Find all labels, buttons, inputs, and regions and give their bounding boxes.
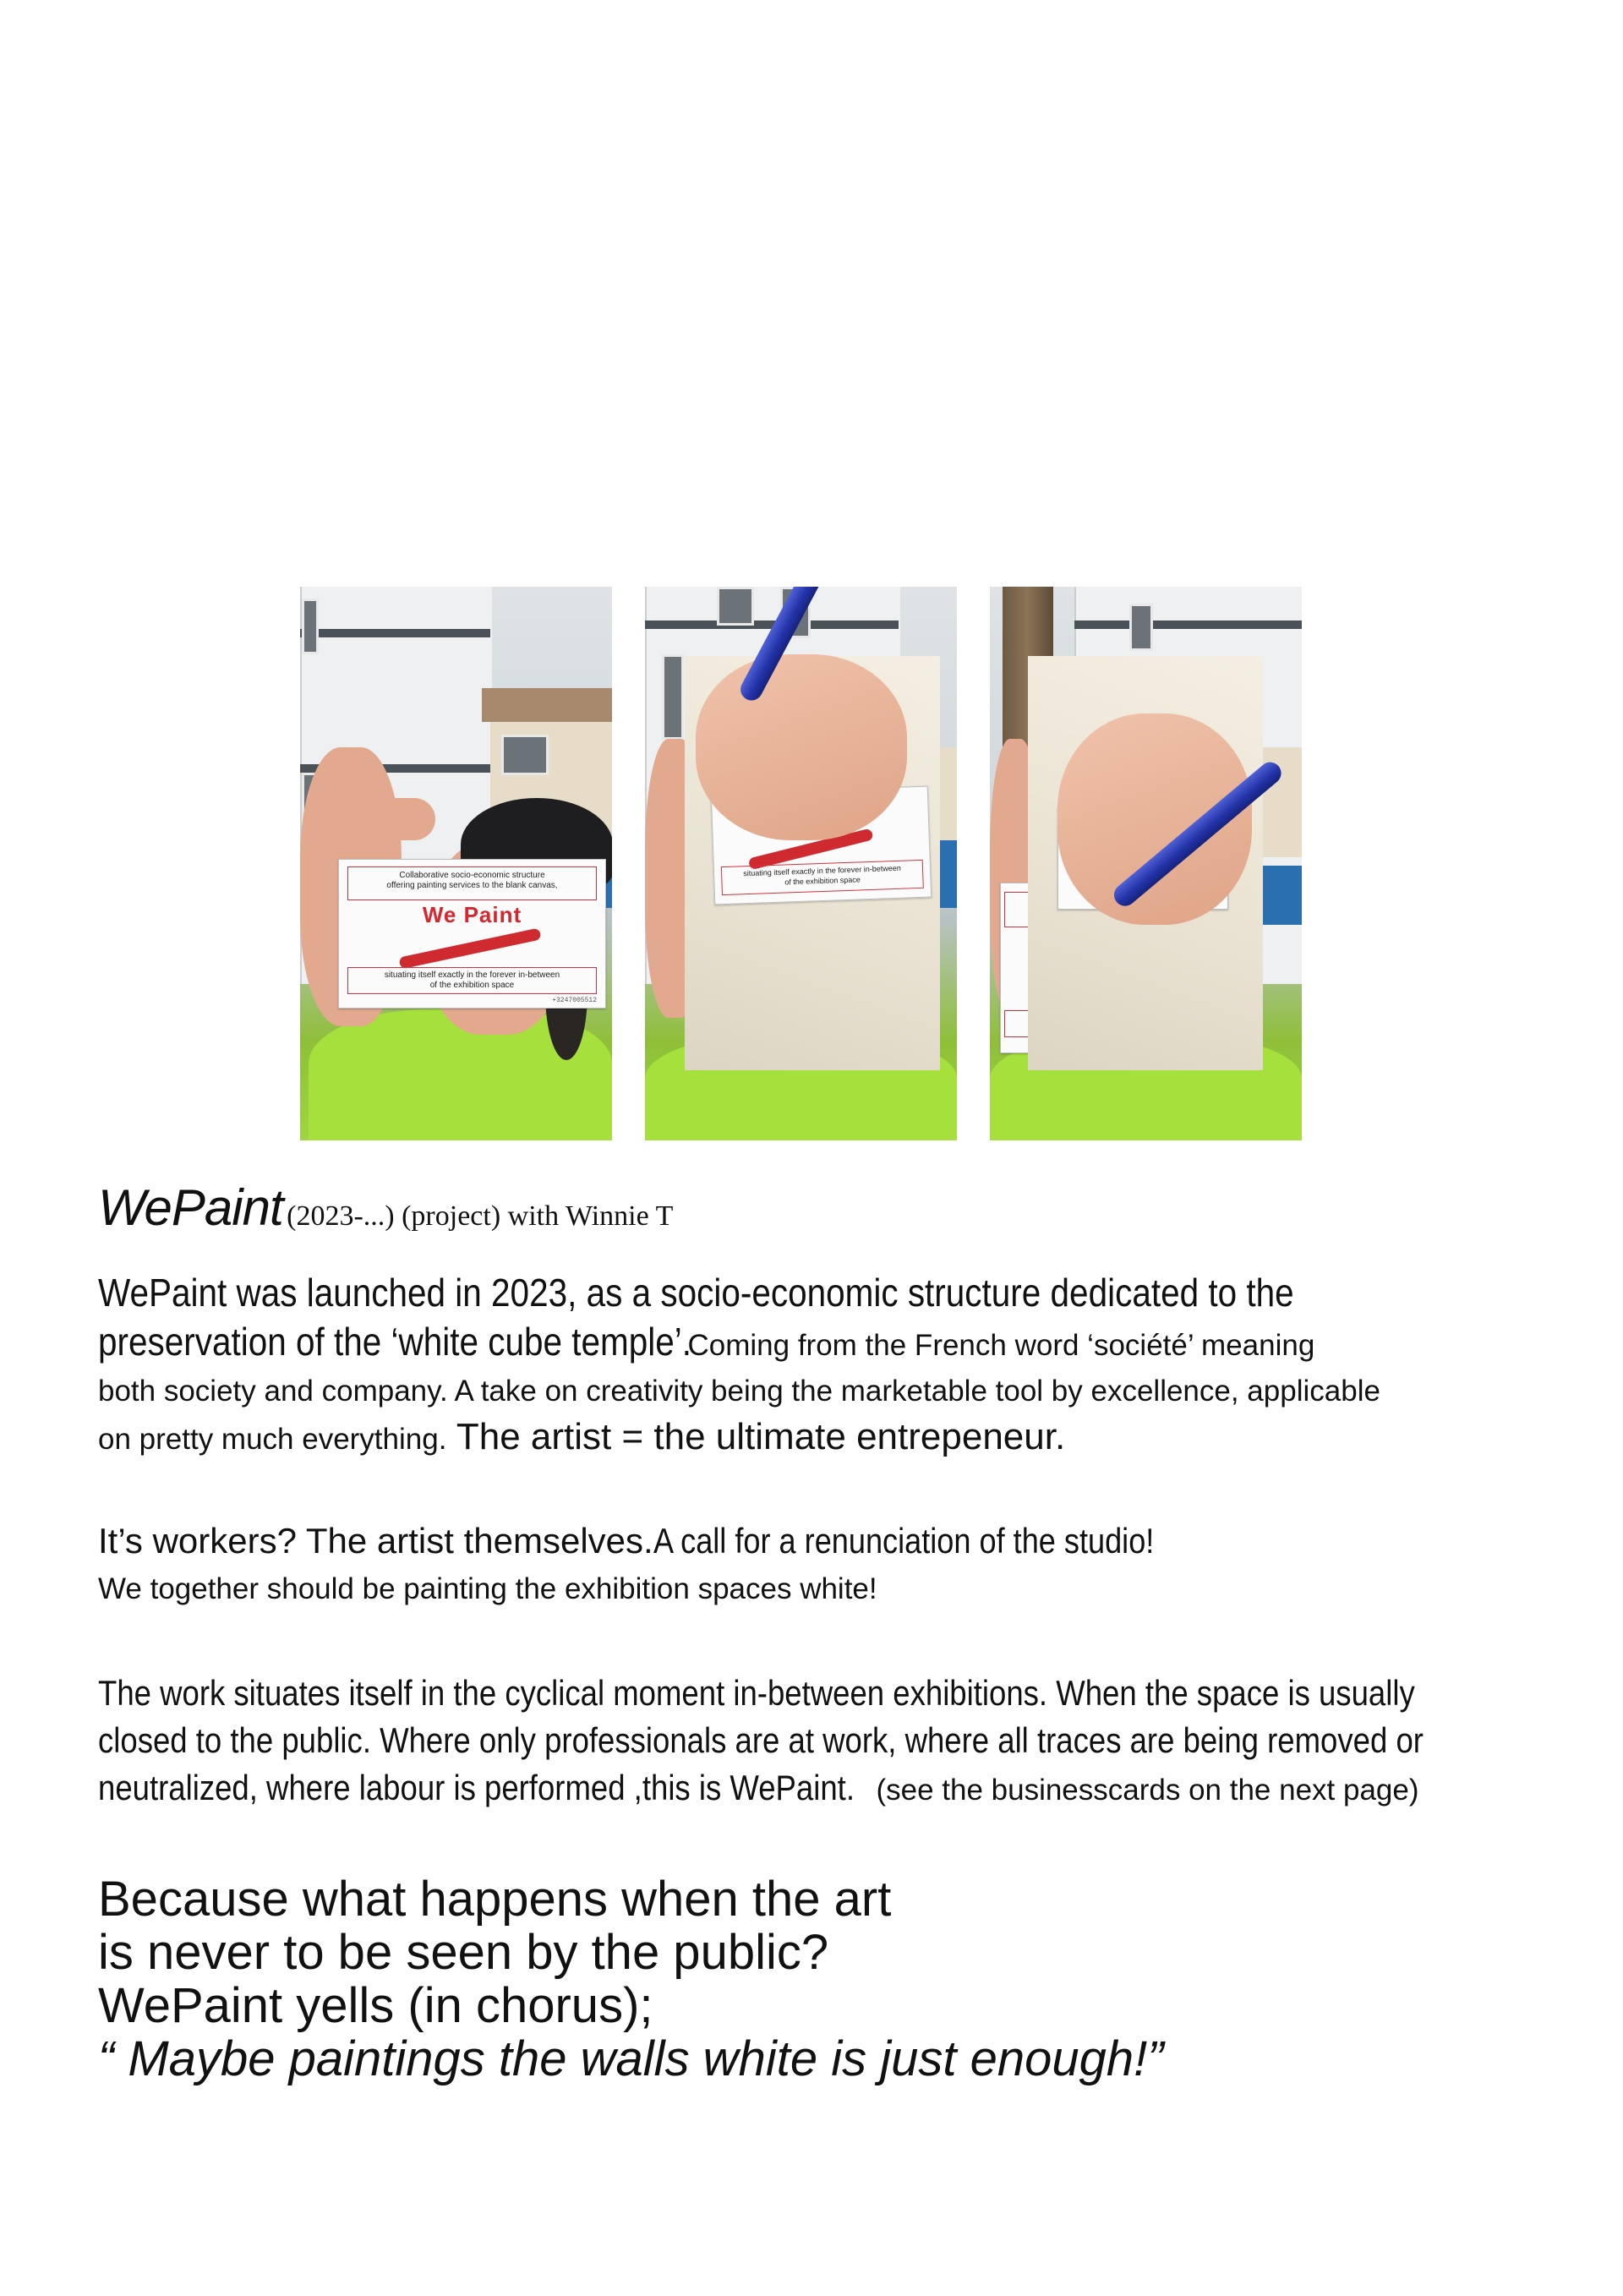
card-line-1: Collaborative socio-economic structure bbox=[399, 871, 545, 880]
card-footer-1: situating itself exactly in the forever in-between bbox=[743, 863, 901, 878]
workers-line-2: We together should be painting the exhibition spaces white! bbox=[98, 1572, 877, 1605]
intro-line-2: Coming from the French word ‘société’ meaning bbox=[679, 1329, 1315, 1362]
photo-writing-close-up bbox=[990, 587, 1302, 1140]
intro-line-4: on pretty much everything. bbox=[98, 1423, 447, 1456]
finger bbox=[334, 798, 435, 840]
card-footer-2: of the exhibition space bbox=[784, 875, 861, 887]
window bbox=[717, 587, 754, 626]
window bbox=[662, 654, 684, 740]
card-footer-1: situating itself exactly in the forever in-between bbox=[384, 970, 560, 980]
intro-line-3: both society and company. A take on creativity being the marketable tool by excellence, applicable bbox=[98, 1375, 1380, 1408]
dumpster bbox=[1260, 866, 1302, 925]
window bbox=[501, 735, 549, 775]
project-meta: (2023-...) (project) with Winnie T bbox=[287, 1200, 674, 1232]
work-line-3: neutralized, where labour is performed ,this is WePaint. bbox=[98, 1768, 855, 1807]
closing-quote: “ Maybe paintings the walls white is just enough!” bbox=[98, 2031, 1164, 2086]
photo-holding-business-card bbox=[300, 587, 612, 1140]
project-title bbox=[98, 1178, 1530, 1237]
intro-statement: The artist = the ultimate entrepeneur. bbox=[446, 1416, 1066, 1457]
business-card bbox=[338, 859, 606, 1009]
card-line-2: offering painting services to the blank canvas, bbox=[386, 881, 558, 890]
paintbrush-icon bbox=[398, 927, 541, 969]
card-footer-2: of the exhibition space bbox=[429, 981, 515, 990]
closing-line-1: Because what happens when the art bbox=[98, 1872, 892, 1927]
workers-call: A call for a renunciation of the studio! bbox=[653, 1521, 1155, 1561]
closing-line-3: WePaint yells (in chorus); bbox=[98, 1978, 653, 2033]
card-phone: +3247005512 bbox=[552, 997, 597, 1004]
card-logo: We Paint bbox=[422, 902, 522, 927]
writing-hand bbox=[696, 654, 907, 840]
intro-line-1: WePaint was launched in 2023, as a socio-economic structure dedicated to the bbox=[98, 1271, 1294, 1315]
photo-writing-on-card bbox=[645, 587, 957, 1140]
paragraph-workers bbox=[98, 1520, 1530, 1608]
workers-question: It’s workers? The artist themselves. bbox=[98, 1521, 653, 1561]
work-line-1: The work situates itself in the cyclical moment in-between exhibitions. When the space is usually bbox=[98, 1673, 1415, 1713]
photo-strip bbox=[300, 587, 1303, 1140]
intro-line-2-emphasis: preservation of the ‘white cube temple’. bbox=[98, 1320, 692, 1364]
roof bbox=[482, 688, 612, 722]
work-line-2: closed to the public. Where only professionals are at work, where all traces are being removed or bbox=[98, 1720, 1424, 1760]
project-name: WePaint bbox=[98, 1179, 283, 1236]
window bbox=[302, 599, 319, 654]
building-stripe bbox=[300, 629, 490, 637]
closing-line-2: is never to be seen by the public? bbox=[98, 1925, 829, 1980]
work-note: (see the businesscards on the next page) bbox=[867, 1774, 1419, 1807]
closing-statement bbox=[98, 1872, 1530, 2086]
paragraph-work bbox=[98, 1674, 1530, 1816]
building-stripe bbox=[1074, 620, 1302, 629]
window bbox=[1129, 604, 1153, 651]
paragraph-intro bbox=[98, 1273, 1530, 1465]
